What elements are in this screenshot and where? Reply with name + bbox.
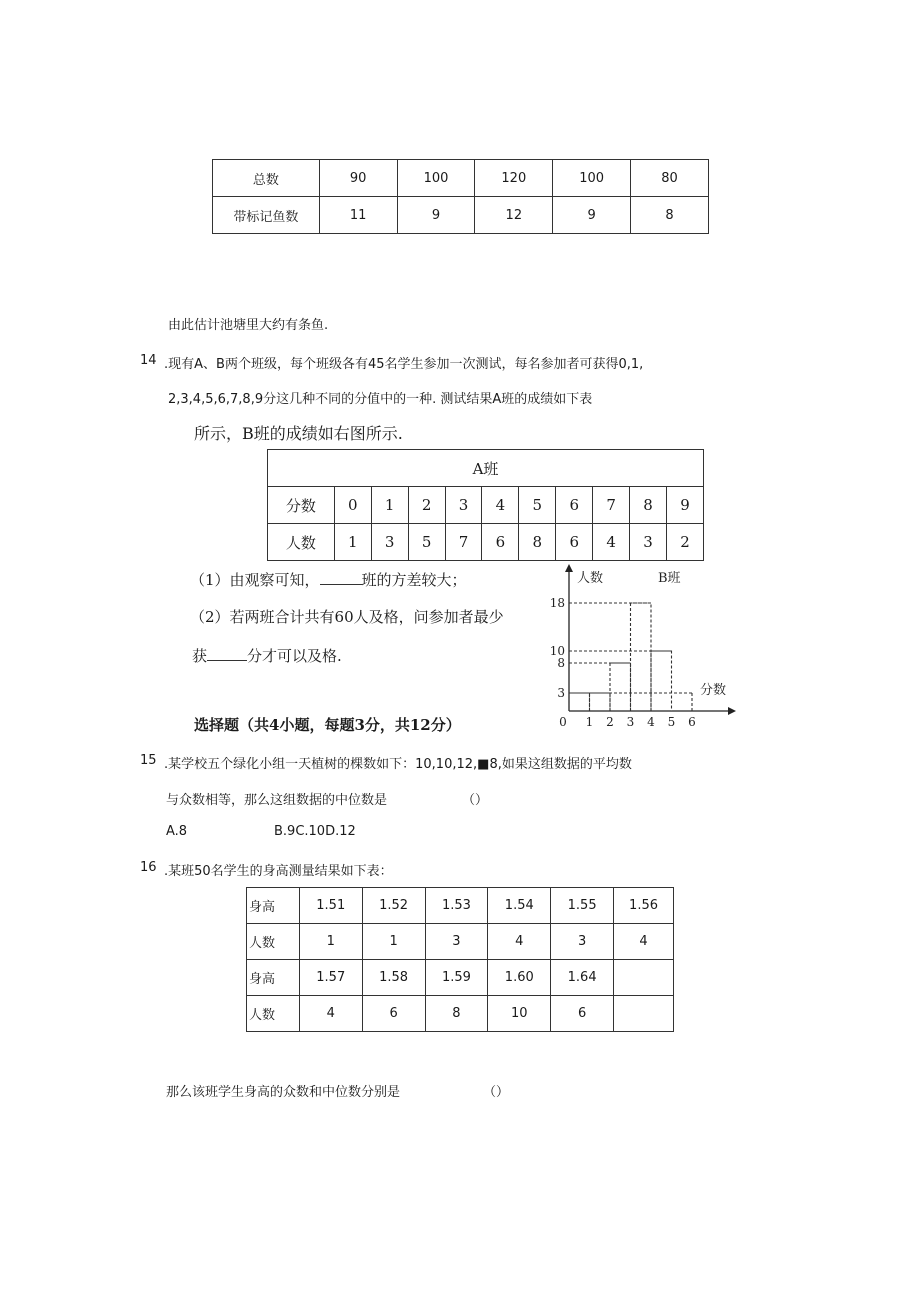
q14-number: 14 (140, 353, 157, 368)
table-cell: 1.55 (551, 888, 614, 924)
table-cell: 1 (334, 524, 371, 561)
table-cell: 5 (519, 487, 556, 524)
x-tick-label: 5 (667, 715, 676, 729)
table-row (247, 960, 674, 996)
table-cell: 3 (630, 524, 667, 561)
table-cell: 1.52 (362, 888, 425, 924)
y-tick-label: 10 (549, 644, 565, 658)
table-cell: 总数 (213, 160, 320, 197)
table-cell: 100 (397, 160, 475, 197)
table-row (213, 197, 709, 234)
table-cell: 1.53 (425, 888, 488, 924)
height-table (246, 887, 674, 1032)
y-tick-label: 18 (549, 596, 565, 610)
class-b-chart (540, 560, 740, 730)
table-cell: 8 (425, 996, 488, 1032)
q15-number: 15 (140, 753, 157, 768)
y-tick-label: 3 (557, 686, 565, 700)
q15-line2: 与众数相等，那么这组数据的中位数是 (166, 793, 388, 808)
table-cell: 1.57 (299, 960, 362, 996)
q14-line1: .现有A、B两个班级，每个班级各有45名学生参加一次测试，每名参加者可获得0,1, (164, 357, 644, 372)
table-cell: 4 (482, 487, 519, 524)
bar (569, 693, 590, 711)
q14-sub2: （2）若两班合计共有60人及格，问参加者最少 (190, 608, 504, 626)
table-cell: 3 (425, 924, 488, 960)
table-cell: 9 (666, 487, 703, 524)
x-tick-label: 6 (688, 715, 696, 729)
table-cell: 带标记鱼数 (213, 197, 320, 234)
table-cell: 9 (553, 197, 631, 234)
table-cell: 6 (362, 996, 425, 1032)
table-cell: 人数 (268, 524, 335, 561)
bar (610, 663, 631, 711)
table-cell: 3 (371, 524, 408, 561)
table-row (268, 450, 704, 487)
table-cell (614, 996, 674, 1032)
chart-labels (550, 570, 726, 729)
table-cell: 1.54 (488, 888, 551, 924)
table-row (247, 888, 674, 924)
table-cell: 3 (551, 924, 614, 960)
table-row (268, 487, 704, 524)
table-cell: 分数 (268, 487, 335, 524)
table-cell: 2 (408, 487, 445, 524)
table-cell: 120 (475, 160, 553, 197)
x-tick-label: 4 (647, 715, 655, 729)
table-cell: 5 (408, 524, 445, 561)
chart-title: B班 (658, 571, 681, 586)
table-cell: 7 (445, 524, 482, 561)
x-tick-label: 3 (626, 715, 635, 729)
table-cell: 人数 (247, 924, 300, 960)
q14-sub2-text-b: 获 (192, 647, 208, 665)
bar (631, 603, 652, 711)
q14-sub1-text-b: 班的方差较大； (361, 571, 467, 589)
bar (651, 651, 672, 711)
table-cell: 身高 (247, 960, 300, 996)
table-cell: 12 (475, 197, 553, 234)
q13-tail-text: 由此估计池塘里大约有条鱼. (168, 318, 329, 333)
table-cell: 4 (488, 924, 551, 960)
table-cell: 8 (631, 197, 709, 234)
table-row (213, 160, 709, 197)
q15-line1: .某学校五个绿化小组一天植树的棵数如下：10,10,12,■8,如果这组数据的平均数 (164, 757, 632, 772)
table-cell: 身高 (247, 888, 300, 924)
x-axis-arrow (728, 707, 736, 715)
table-cell: 9 (397, 197, 475, 234)
y-axis-label: 人数 (577, 571, 604, 586)
table-row (268, 524, 704, 561)
fish-table (212, 159, 709, 234)
q16-question: 那么该班学生身高的众数和中位数分别是 (166, 1085, 401, 1100)
table-cell: 90 (319, 160, 397, 197)
table-row (247, 996, 674, 1032)
q15-option-a[interactable]: A.8 (166, 824, 188, 839)
table-cell: 10 (488, 996, 551, 1032)
table-cell: 1.64 (551, 960, 614, 996)
answer-blank[interactable] (207, 646, 247, 661)
table-cell: 4 (299, 996, 362, 1032)
bar (590, 693, 611, 711)
q15-paren: （） (462, 793, 489, 808)
table-cell: 1.59 (425, 960, 488, 996)
q14-sub2-cont (192, 645, 342, 666)
x-tick-label: 2 (606, 715, 614, 729)
table-cell: 100 (553, 160, 631, 197)
class-a-table (267, 449, 704, 561)
table-cell: 1.60 (488, 960, 551, 996)
x-tick-label: 0 (559, 715, 567, 729)
q14-line3: 所示，B班的成绩如右图所示. (194, 424, 403, 443)
table-cell: 1 (362, 924, 425, 960)
q15-options-bcd[interactable]: B.9C.10D.12 (274, 824, 356, 839)
table-cell: 80 (631, 160, 709, 197)
table-cell: 1 (299, 924, 362, 960)
table-cell: 0 (334, 487, 371, 524)
table-cell: 人数 (247, 996, 300, 1032)
q14-sub1 (190, 569, 467, 590)
q16-line1: .某班50名学生的身高测量结果如下表： (164, 864, 393, 879)
table-cell: 8 (630, 487, 667, 524)
table-cell: 7 (593, 487, 630, 524)
chart-bars (569, 603, 692, 711)
y-axis-arrow (565, 564, 573, 572)
y-tick-label: 8 (557, 656, 565, 670)
table-cell: 1 (371, 487, 408, 524)
q14-line2: 2,3,4,5,6,7,8,9分这几种不同的分值中的一种. 测试结果A班的成绩如下表 (168, 392, 593, 407)
table-cell: 2 (666, 524, 703, 561)
table-cell: 6 (482, 524, 519, 561)
table-cell: 6 (556, 487, 593, 524)
table-cell: 8 (519, 524, 556, 561)
table-row (247, 924, 674, 960)
q16-paren: （） (483, 1085, 510, 1100)
table-cell: 1.56 (614, 888, 674, 924)
section-heading: 选择题（共4小题，每题3分，共12分） (194, 716, 461, 734)
q16-number: 16 (140, 860, 157, 875)
table-title: A班 (268, 450, 704, 487)
table-cell (614, 960, 674, 996)
answer-blank[interactable] (320, 570, 362, 585)
table-cell: 1.51 (299, 888, 362, 924)
table-cell: 11 (319, 197, 397, 234)
q14-sub2-text-c: 分才可以及格. (247, 647, 342, 665)
table-cell: 4 (593, 524, 630, 561)
x-tick-label: 1 (585, 715, 594, 729)
x-axis-label: 分数 (700, 683, 727, 698)
q14-sub1-text-a: （1）由观察可知， (190, 571, 320, 589)
table-cell: 6 (551, 996, 614, 1032)
table-cell: 3 (445, 487, 482, 524)
table-cell: 6 (556, 524, 593, 561)
table-cell: 1.58 (362, 960, 425, 996)
table-cell: 4 (614, 924, 674, 960)
